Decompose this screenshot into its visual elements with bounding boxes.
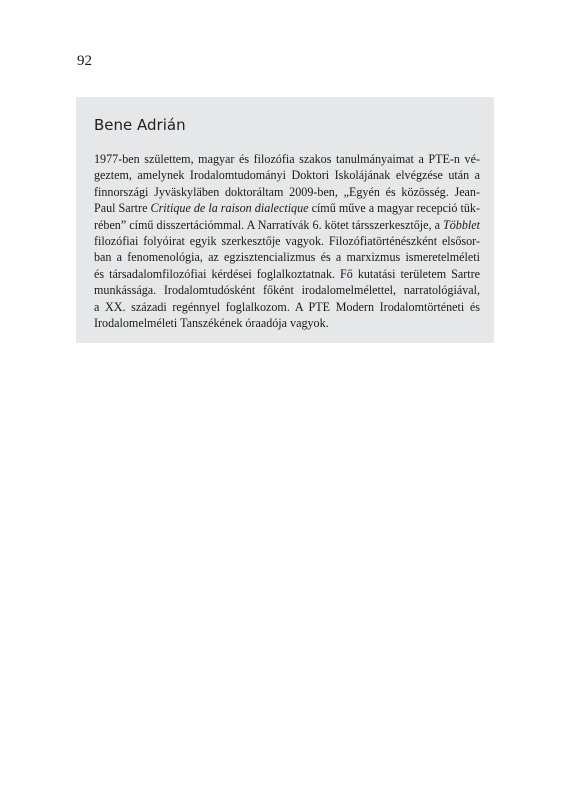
bio-line: [94, 315, 480, 331]
bio-text-segment: és társadalomfilozófiai kérdései foglalkoztatnak. Fő kutatási területem Sartre: [94, 266, 480, 281]
bio-text-segment: geztem, amelynek Irodalomtudományi Doktori Iskolájának elvégzése után a: [94, 168, 480, 183]
bio-text-segment: Paul Sartre: [94, 201, 151, 216]
bio-line: [94, 249, 480, 265]
bio-text-segment: című műve a magyar recepció tük-: [308, 201, 480, 216]
bio-line: [94, 233, 480, 249]
bio-text-segment: finnországi Jyväskyläben doktoráltam 2009-ben, „Egyén és közösség. Jean-: [94, 184, 480, 199]
bio-line: [94, 167, 480, 183]
bio-line: [94, 217, 480, 233]
bio-line: [94, 299, 480, 315]
bio-text-segment: filozófiai folyóirat egyik szerkesztője vagyok. Filozófiatörténészként elsősor-: [94, 234, 480, 249]
bio-text-segment: ban a fenomenológia, az egzisztencializmus és a marxizmus ismeretelméleti: [94, 250, 480, 265]
bio-text-segment: Irodalomelméleti Tanszékének óraadója vagyok.: [94, 316, 329, 331]
bio-text-segment: a XX. századi regénnyel foglalkozom. A PTE Modern Irodalomtörténeti és: [94, 299, 480, 314]
bio-text-segment: munkássága. Irodalomtudósként főként irodalomelmélettel, narratológiával,: [94, 283, 480, 298]
bio-line: [94, 151, 480, 167]
bio-line: [94, 282, 480, 298]
author-bio-text: [94, 151, 480, 331]
bio-line: [94, 200, 480, 216]
bio-line: [94, 184, 480, 200]
italic-title: Többlet: [443, 217, 480, 232]
page-number: 92: [77, 53, 92, 69]
author-name: Bene Adrián: [94, 116, 186, 134]
author-bio-box: [76, 97, 494, 343]
bio-line: [94, 266, 480, 282]
bio-text-segment: rében” című disszertációmmal. A Narratívák 6. kötet társszerkesztője, a: [94, 217, 444, 232]
italic-title: Critique de la raison dialectique: [150, 201, 309, 216]
bio-text-segment: 1977-ben születtem, magyar és filozófia szakos tanulmányaimat a PTE-n vé-: [94, 152, 480, 166]
